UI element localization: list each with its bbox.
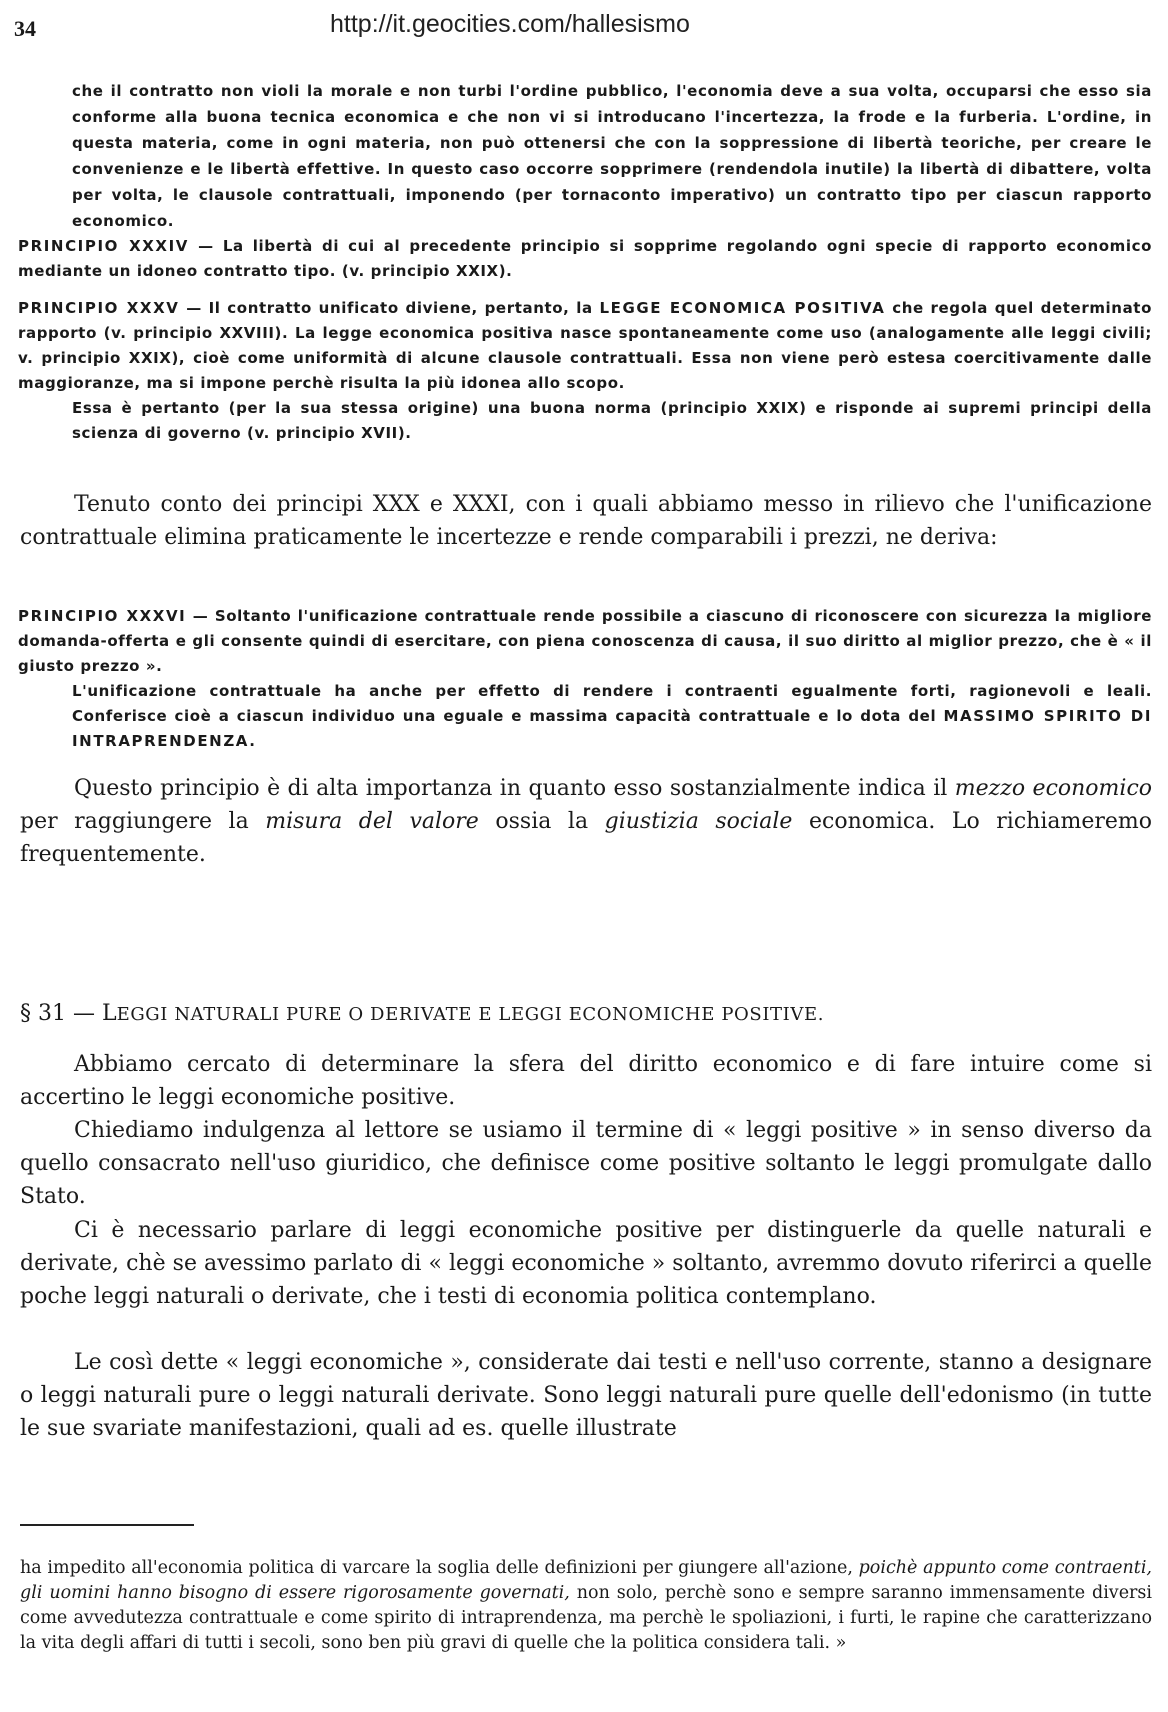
paragraph-tenuto bbox=[20, 488, 1152, 554]
paragraph-text: Le così dette « leggi economiche », considerate dai testi e nell'uso corrente, stanno a designare o leggi naturali pure o leggi naturali derivate. Sono leggi naturali pure quelle dell'edonismo (in tutte le sue svariate manifestazioni, quali ad es. quelle illustrate bbox=[20, 1350, 1152, 1441]
paragraph-text: Chiediamo indulgenza al lettore se usiamo il termine di « leggi positive » in senso diverso da quello consacrato nell'uso giuridico, che definisce come positive soltanto le leggi promulgate dallo Stato. bbox=[20, 1118, 1152, 1209]
principle-label: PRINCIPIO XXXVI bbox=[18, 607, 187, 625]
section-heading bbox=[20, 998, 1152, 1031]
paragraph-questo bbox=[20, 772, 1152, 871]
paragraph-text: ossia la bbox=[478, 809, 605, 834]
principle-36 bbox=[18, 604, 1152, 754]
footnote-text: ha impedito all'economia politica di varcare la soglia delle definizioni per giungere all'azione, bbox=[20, 1558, 859, 1578]
section-number: § 31 — bbox=[20, 1001, 102, 1026]
principle-paragraph bbox=[18, 679, 1152, 754]
footnote bbox=[20, 1556, 1152, 1656]
italic-term: giustizia sociale bbox=[604, 809, 793, 834]
principle-emphasis: MASSIMO SPIRITO DI INTRAPRENDENZA. bbox=[72, 707, 1153, 750]
principle-label: PRINCIPIO XXXV bbox=[18, 299, 180, 317]
section-title: EGGI NATURALI PURE O DERIVATE E LEGGI ECONOMICHE POSITIVE. bbox=[116, 1004, 825, 1025]
principle-emphasis: LEGGE ECONOMICA POSITIVA bbox=[599, 299, 886, 317]
section-title-initial: L bbox=[101, 1001, 117, 1026]
italic-term: misura del valore bbox=[265, 809, 479, 834]
paragraph-ci-e bbox=[20, 1214, 1152, 1313]
paragraph-le-cosi bbox=[20, 1346, 1152, 1445]
footnote-rule bbox=[20, 1524, 194, 1526]
principle-35 bbox=[18, 296, 1152, 446]
principle-text: — Soltanto l'unificazione contrattuale rende possibile a ciascuno di riconoscere con sicurezza la migliore domanda-offerta e gli consente quindi di esercitare, con piena conoscenza di causa, il suo diritto al miglior prezzo, che è « il giusto prezzo ». bbox=[18, 607, 1152, 675]
principle-text: che regola quel determinato rapporto (v. principio XXVIII). La legge economica positiva nasce spontaneamente come uso (analogamente alle leggi civili; v. principio XXIX), cioè come uniformità di alcune clausole contrattuali. Essa non viene però estesa coercitivamente dalle maggioranze, ma si impone perchè risulta la più idonea allo scopo. bbox=[18, 299, 1152, 392]
paragraph-text: Abbiamo cercato di determinare la sfera del diritto economico e di fare intuire come si accertino le leggi economiche positive. bbox=[20, 1052, 1152, 1110]
paragraph-chiediamo bbox=[20, 1114, 1152, 1213]
page-url: http://it.geocities.com/hallesismo bbox=[330, 10, 690, 38]
paragraph-text: Questo principio è di alta importanza in quanto esso sostanzialmente indica il bbox=[74, 776, 955, 801]
principle-label: PRINCIPIO XXXIV bbox=[18, 237, 189, 255]
paragraph-abbiamo bbox=[20, 1048, 1152, 1114]
footnote-text: non solo, perchè sono e sempre saranno immensamente diversi come avvedutezza contrattuale e come spirito di intraprendenza, ma perchè le spoliazioni, i furti, le rapine che caratterizzano la vita degli affari di tutti i secoli, sono ben più gravi di quelle che la politica considera tali. » bbox=[20, 1583, 1152, 1653]
page-number: 34 bbox=[14, 16, 36, 41]
italic-term: mezzo economico bbox=[954, 776, 1153, 801]
paragraph-text: Ci è necessario parlare di leggi economiche positive per distinguerle da quelle naturali e derivate, chè se avessimo parlato di « leggi economiche » soltanto, avremmo dovuto riferirci a quelle poche leggi naturali o derivate, che i testi di economia politica contemplano. bbox=[20, 1218, 1152, 1309]
paragraph-text: Tenuto conto dei principi XXX e XXXI, con i quali abbiamo messo in rilievo che l'unificazione contrattuale elimina praticamente le incertezze e rende comparabili i prezzi, ne deriva: bbox=[20, 492, 1152, 550]
paragraph-text: economica. Lo richiameremo frequentemente. bbox=[20, 809, 1152, 867]
principle-paragraph: Essa è pertanto (per la sua stessa origine) una buona norma (principio XXIX) e risponde ai supremi principi della scienza di governo (v. principio XVII). bbox=[72, 399, 1152, 442]
principle-text: — La libertà di cui al precedente principio si sopprime regolando ogni specie di rapporto economico mediante un idoneo contratto tipo. (v. principio XXIX). bbox=[18, 237, 1153, 280]
principle-text: L'unificazione contrattuale ha anche per effetto di rendere i contraenti egualmente forti, ragionevoli e leali. Conferisce cioè a ciascun individuo una eguale e massima capacità contrattuale e lo dota del bbox=[72, 682, 1152, 725]
intro-block: che il contratto non violi la morale e non turbi l'ordine pubblico, l'economia deve a sua volta, occuparsi che esso sia conforme alla buona tecnica economica e che non vi si introducano l'incertezza, la frode e la furberia. L'ordine, in questa materia, come in ogni materia, non può ottenersi che con la soppressione di libertà teoriche, per creare le convenienze e le libertà effettive. In questo caso occorre sopprimere (rendendola inutile) la libertà di dibattere, volta per volta, le clausole contrattuali, imponendo (per tornaconto imperativo) un contratto tipo per ciascun rapporto economico. bbox=[72, 82, 1152, 230]
principle-text: — Il contratto unificato diviene, pertanto, la bbox=[179, 299, 600, 317]
principle-34 bbox=[18, 234, 1152, 284]
paragraph-text: per raggiungere la bbox=[20, 809, 266, 834]
footnote-italic: poichè appunto come contraenti, gli uomini hanno bisogno di essere rigorosamente governati, bbox=[20, 1558, 1152, 1603]
